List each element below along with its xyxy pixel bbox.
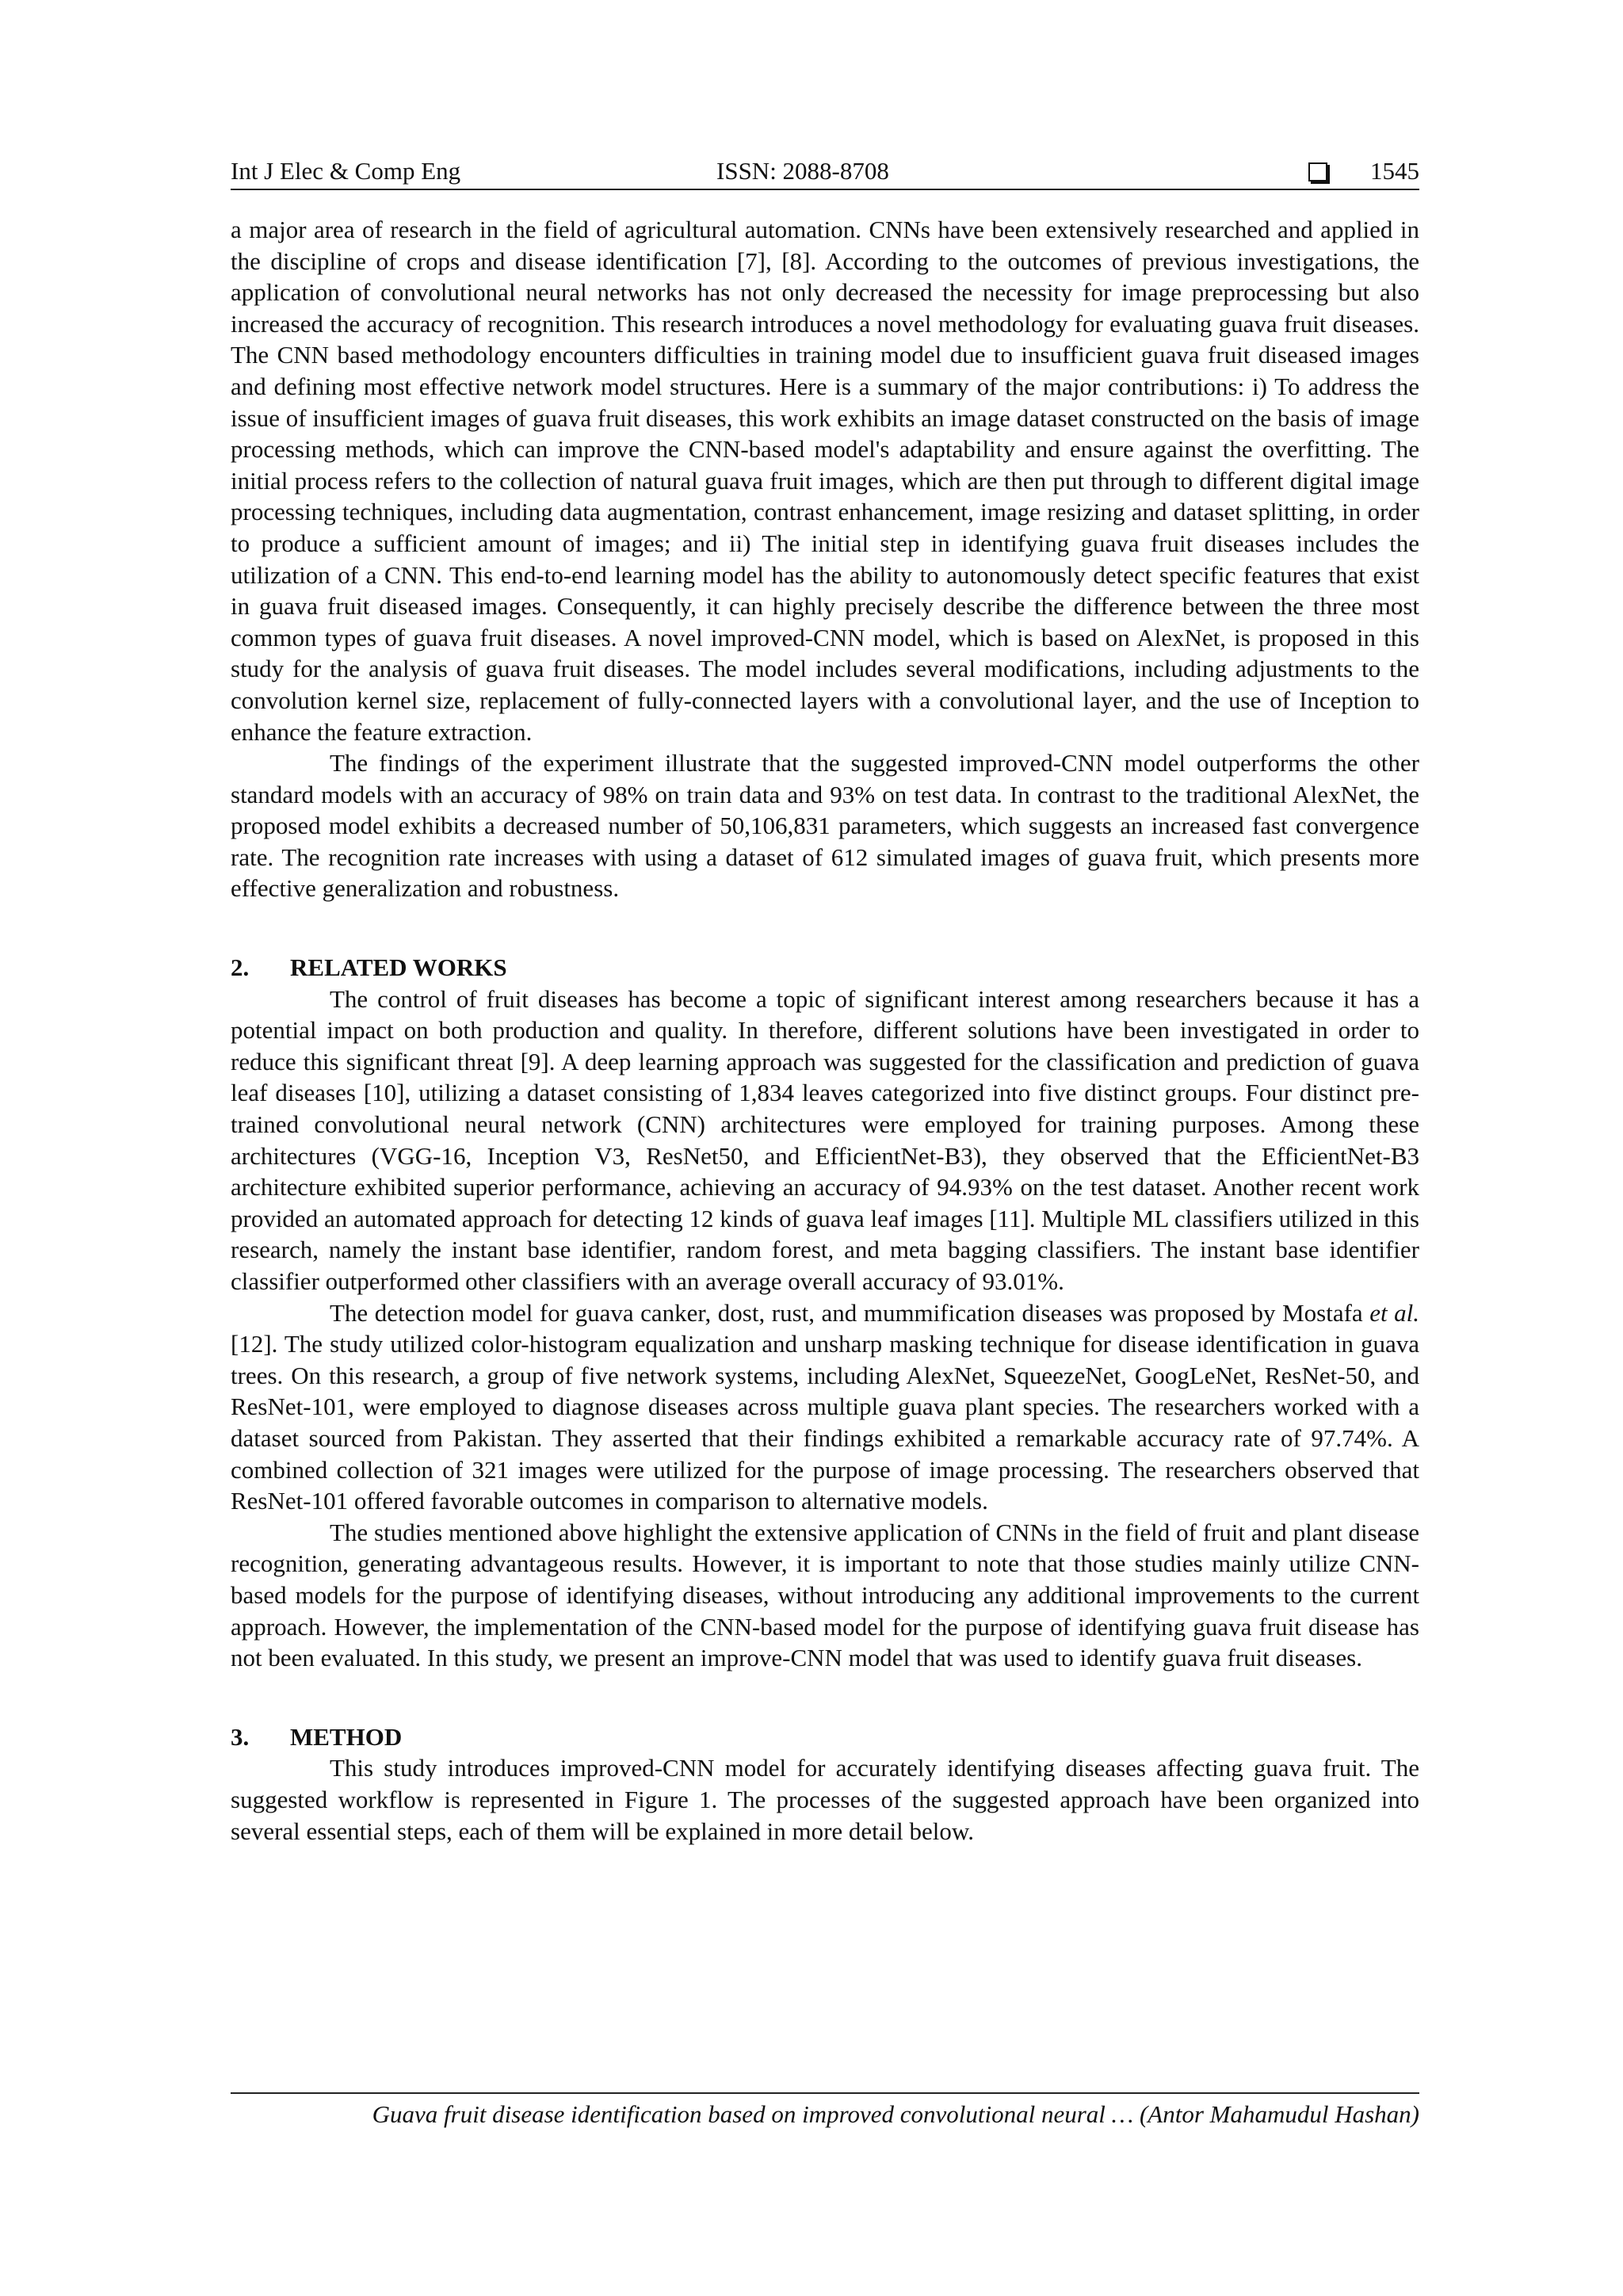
paragraph-text: The detection model for guava canker, dost, rust, and mummification diseases was proposed by Mostafa bbox=[330, 1298, 1370, 1327]
section-title: RELATED WORKS bbox=[290, 953, 507, 982]
paper-page bbox=[231, 0, 1419, 2296]
section-heading-related-works bbox=[231, 952, 1419, 984]
method-paragraph-1: This study introduces improved-CNN model for accurately identifying diseases affecting guava fruit. The suggested workflow is represented in Figure 1. The processes of the suggested approach have been organized into several essential steps, each of them will be explained in more detail below. bbox=[231, 1754, 1419, 1845]
paragraph-text: [12]. The study utilized color-histogram equalization and unsharp masking technique for disease identification in guava trees. On this research, a group of five network systems, including AlexNet, SqueezeNet, GoogLeNet, ResNet-50, and ResNet-101, were employed to diagnose diseases across multiple guava plant species. The researchers worked with a dataset sourced from Pakistan. They asserted that their findings exhibited a remarkable accuracy rate of 97.74%. A combined collection of 321 images were utilized for the purpose of image processing. The researchers observed that ResNet-101 offered favorable outcomes in comparison to alternative models. bbox=[231, 1330, 1419, 1515]
intro-paragraph-1: a major area of research in the field of agricultural automation. CNNs have been extensively researched and applied in the discipline of crops and disease identification [7], [8]. According to the outcomes of previous investigations, the application of convolutional neural networks has not only decreased the necessity for image preprocessing but also increased the accuracy of recognition. This research introduces a novel methodology for evaluating guava fruit diseases. The CNN based methodology encounters difficulties in training model due to insufficient guava fruit diseased images and defining most effective network model structures. Here is a summary of the major contributions: i) To address the issue of insufficient images of guava fruit diseases, this work exhibits an image dataset constructed on the basis of image processing methods, which can improve the CNN-based model's adaptability and ensure against the overfitting. The initial process refers to the collection of natural guava fruit images, which are then put through to different digital image processing techniques, including data augmentation, contrast enhancement, image resizing and dataset splitting, in order to produce a sufficient amount of images; and ii) The initial step in identifying guava fruit diseases includes the utilization of a CNN. This end-to-end learning model has the ability to autonomously detect specific features that exist in guava fruit diseased images. Consequently, it can highly precisely describe the difference between the three most common types of guava fruit diseases. A novel improved-CNN model, which is based on AlexNet, is proposed in this study for the analysis of guava fruit diseases. The model includes several modifications, including adjustments to the convolution kernel size, replacement of fully-connected layers with a convolutional layer, and the use of Inception to enhance the feature extraction. bbox=[231, 216, 1419, 746]
article-body bbox=[231, 214, 1419, 1847]
section-title: METHOD bbox=[290, 1722, 403, 1751]
section-number: 3. bbox=[231, 1722, 250, 1751]
related-works-paragraph-1: The control of fruit diseases has become a topic of significant interest among researchers because it has a potential impact on both production and quality. In therefore, different solutions have been investigated in order to reduce this significant threat [9]. A deep learning approach was suggested for the classification and prediction of guava leaf diseases [10], utilizing a dataset consisting of 1,834 leaves categorized into five distinct groups. Four distinct pre-trained convolutional neural network (CNN) architectures were employed for training purposes. Among these architectures (VGG-16, Inception V3, ResNet50, and EfficientNet-B3), they observed that the EfficientNet-B3 architecture exhibited superior performance, achieving an accuracy of 94.93% on the test dataset. Another recent work provided an automated approach for detecting 12 kinds of guava leaf images [11]. Multiple ML classifiers utilized in this research, namely the instant base identifier, random forest, and meta bagging classifiers. The instant base identifier classifier outperformed other classifiers with an average overall accuracy of 93.01%. bbox=[231, 984, 1419, 1295]
italic-text: et al. bbox=[1369, 1298, 1419, 1327]
section-number: 2. bbox=[231, 953, 250, 982]
intro-paragraph-2: The findings of the experiment illustrate that the suggested improved-CNN model outperforms the other standard models with an accuracy of 98% on train data and 93% on test data. In contrast to the traditional AlexNet, the proposed model exhibits a decreased number of 50,106,831 parameters, which suggests an increased fast convergence rate. The recognition rate increases with using a dataset of 612 simulated images of guava fruit, which presents more effective generalization and robustness. bbox=[231, 749, 1419, 903]
related-works-paragraph-2 bbox=[231, 1297, 1419, 1517]
page-number: 1545 bbox=[1370, 157, 1419, 185]
section-heading-method bbox=[231, 1721, 1419, 1753]
journal-name: Int J Elec & Comp Eng bbox=[231, 157, 461, 185]
issn-label: ISSN: 2088-8708 bbox=[716, 157, 889, 185]
running-header bbox=[231, 154, 1419, 190]
running-footer: Guava fruit disease identification based on improved convolutional neural … (Antor Mahamudul Hashan) bbox=[231, 2092, 1419, 2130]
related-works-paragraph-3: The studies mentioned above highlight the extensive application of CNNs in the field of fruit and plant disease recognition, generating advantageous results. However, it is important to note that those studies mainly utilize CNN-based models for the purpose of identifying diseases, without introducing any additional improvements to the current approach. However, the implementation of the CNN-based model for the purpose of identifying guava fruit disease has not been evaluated. In this study, we present an improve-CNN model that was used to identify guava fruit diseases. bbox=[231, 1518, 1419, 1672]
square-box-icon bbox=[1308, 162, 1327, 181]
